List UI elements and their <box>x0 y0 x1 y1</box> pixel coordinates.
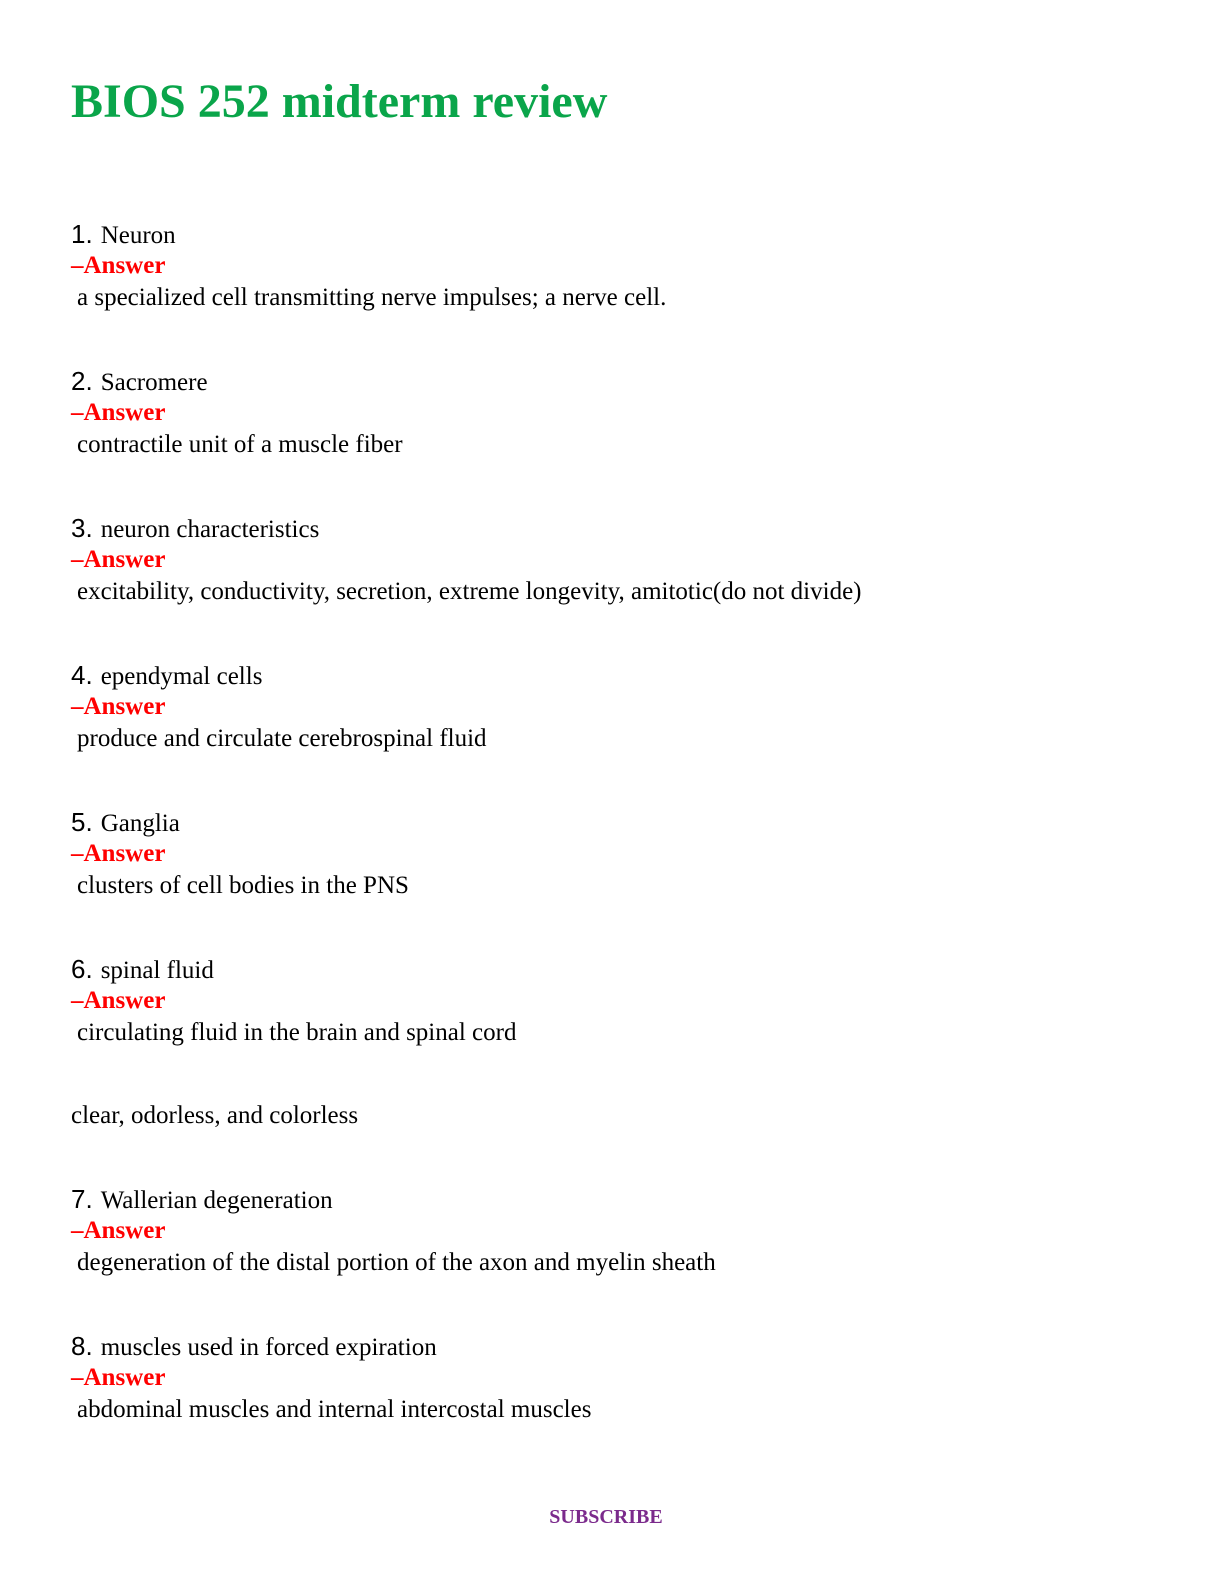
qa-item-1 <box>71 218 1171 314</box>
question-text: Wallerian degeneration <box>100 1187 333 1214</box>
subscribe-link[interactable]: SUBSCRIBE <box>549 1506 663 1528</box>
question-line <box>71 1183 1171 1215</box>
question-text: muscles used in forced expiration <box>100 1334 437 1361</box>
qa-item-8 <box>71 1330 1171 1426</box>
answer-label: –Answer <box>71 987 166 1014</box>
answer-text: excitability, conductivity, secretion, extreme longevity, amitotic(do not divide) <box>77 578 862 605</box>
answer-text: a specialized cell transmitting nerve impulses; a nerve cell. <box>77 284 667 311</box>
question-number: 2. <box>71 366 93 396</box>
qa-item-5 <box>71 806 1171 902</box>
answer-extra-note: clear, odorless, and colorless <box>71 1102 359 1129</box>
page-title: BIOS 252 midterm review <box>71 75 608 128</box>
question-text: spinal fluid <box>100 957 214 984</box>
question-number: 7. <box>71 1184 93 1214</box>
question-text: Neuron <box>100 222 176 249</box>
question-text: Sacromere <box>100 369 208 396</box>
answer-text: produce and circulate cerebrospinal fluid <box>77 725 487 752</box>
answer-label: –Answer <box>71 399 166 426</box>
question-number: 3. <box>71 513 93 543</box>
qa-item-7 <box>71 1183 1171 1279</box>
question-line <box>71 806 1171 838</box>
question-line <box>71 365 1171 397</box>
qa-item-2 <box>71 365 1171 461</box>
question-line <box>71 659 1171 691</box>
question-number: 1. <box>71 219 93 249</box>
qa-item-4 <box>71 659 1171 755</box>
answer-text: degeneration of the distal portion of the axon and myelin sheath <box>77 1249 716 1276</box>
qa-item-3 <box>71 512 1171 608</box>
question-number: 8. <box>71 1331 93 1361</box>
answer-label: –Answer <box>71 1217 166 1244</box>
question-text: ependymal cells <box>100 663 263 690</box>
answer-label: –Answer <box>71 546 166 573</box>
answer-label: –Answer <box>71 1364 166 1391</box>
answer-text: clusters of cell bodies in the PNS <box>77 872 409 899</box>
answer-text: circulating fluid in the brain and spinal cord <box>77 1019 517 1046</box>
question-line <box>71 953 1171 985</box>
answer-label: –Answer <box>71 840 166 867</box>
question-line <box>71 512 1171 544</box>
question-number: 4. <box>71 660 93 690</box>
answer-text: contractile unit of a muscle fiber <box>77 431 403 458</box>
question-text: neuron characteristics <box>100 516 320 543</box>
question-number: 6. <box>71 954 93 984</box>
question-line <box>71 1330 1171 1362</box>
question-number: 5. <box>71 807 93 837</box>
answer-text: abdominal muscles and internal intercostal muscles <box>77 1396 592 1423</box>
answer-label: –Answer <box>71 693 166 720</box>
question-text: Ganglia <box>100 810 180 837</box>
answer-label: –Answer <box>71 252 166 279</box>
question-line <box>71 218 1171 250</box>
qa-item-6 <box>71 953 1171 1049</box>
